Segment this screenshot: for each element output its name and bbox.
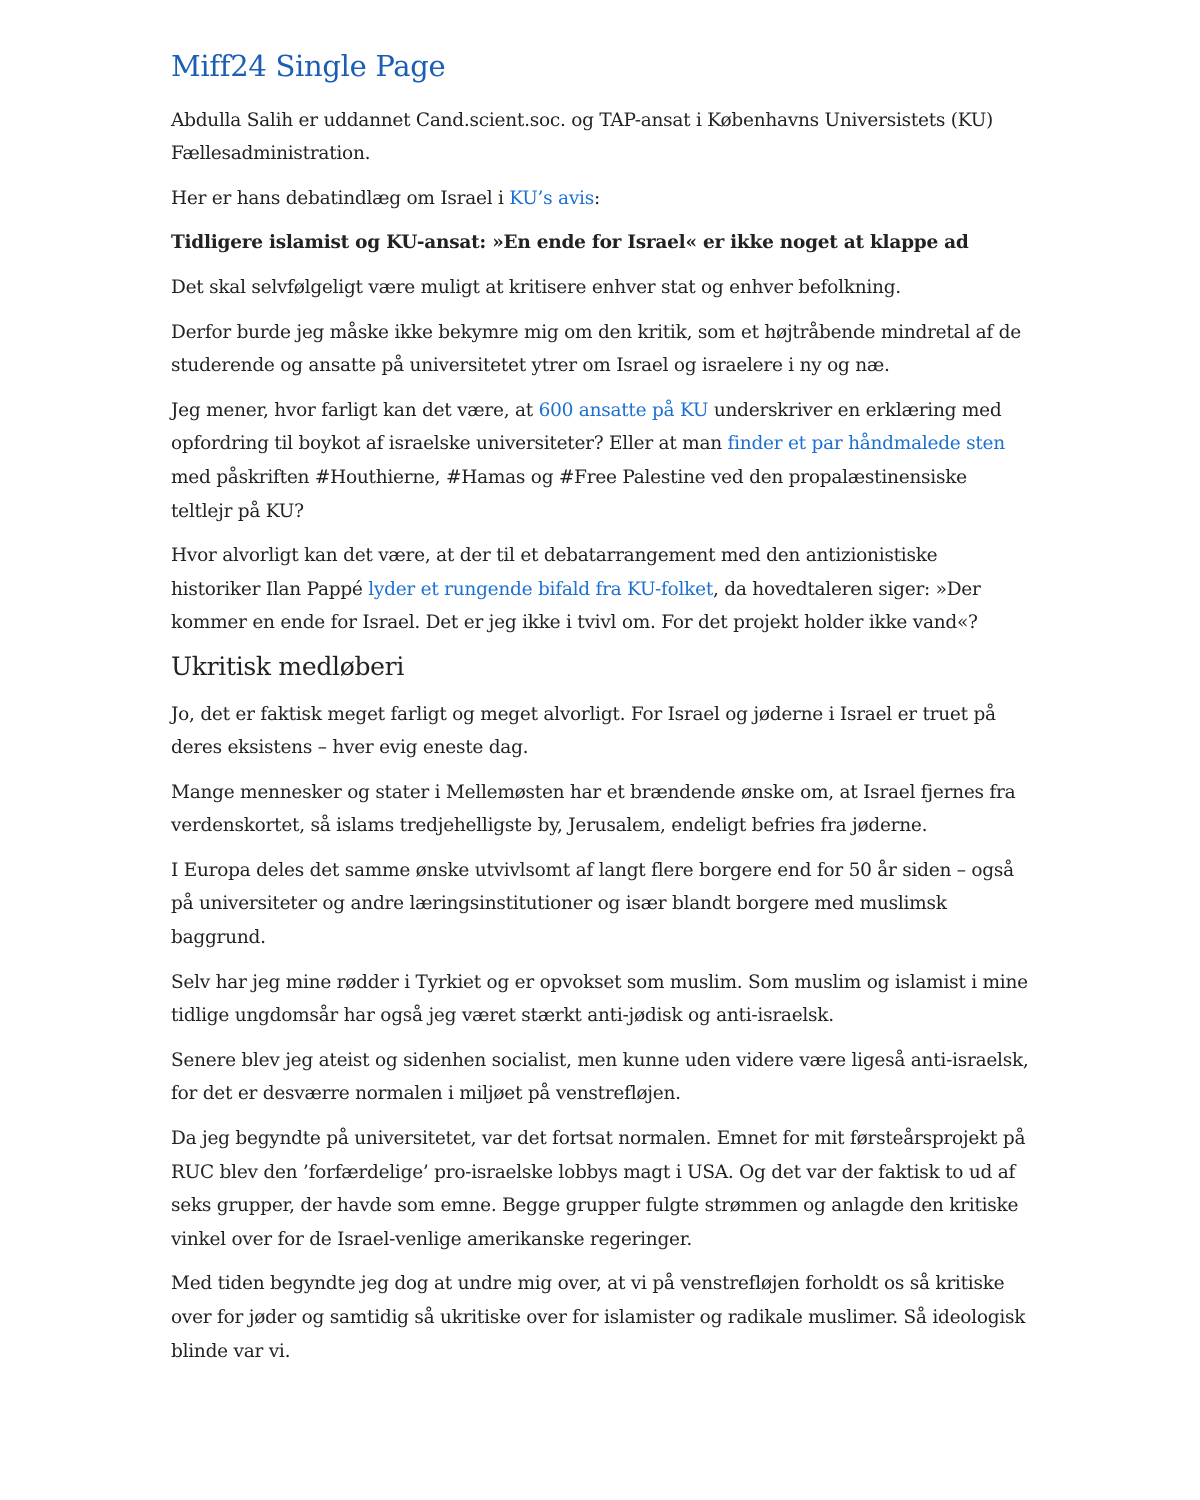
paragraph-7: I Europa deles det samme ønske utvivlsomt af langt flere borgere end for 50 år siden – også på universiteter og andre læringsinstitutioner og især blandt borgere med muslimsk baggrund. xyxy=(171,859,1014,949)
paragraph-1: Det skal selvfølgeligt være muligt at kritisere enhver stat og enhver befolkning. xyxy=(171,277,901,299)
lead-colon: : xyxy=(593,187,600,209)
paragraph-10: Da jeg begyndte på universitetet, var det fortsat normalen. Emnet for mit førsteårsprojekt på RUC blev den ’forfærdelige’ pro-israelske lobbys magt i USA. Og det var der faktisk to ud af seks grupper, der havde som emne. Begge grupper fulgte strømmen og anlagde den kritiske vinkel over for de Israel-venlige amerikanske regeringer. xyxy=(171,1128,1026,1250)
bifald-link[interactable]: lyder et rungende bifald fra KU-folket xyxy=(368,578,714,600)
paragraph-4 xyxy=(171,539,1031,640)
paragraph-6: Mange mennesker og stater i Mellemøsten har et brændende ønske om, at Israel fjernes fra verdenskortet, så islams tredjehelligste by, Jerusalem, endeligt befries fra jøderne. xyxy=(171,781,1016,837)
lead-paragraph xyxy=(171,182,1031,216)
article xyxy=(171,48,1031,1379)
paragraph-3-text-3: med påskriften #Houthierne, #Hamas og #Free Palestine ved den propalæstinensiske teltlejr på KU? xyxy=(171,467,967,522)
600-ansatte-link[interactable]: 600 ansatte på KU xyxy=(538,399,709,421)
paragraph-11: Med tiden begyndte jeg dog at undre mig over, at vi på venstrefløjen forholdt os så kritiske over for jøder og samtidig så ukritiske over for islamister og radikale muslimer. Så ideologisk blinde var vi. xyxy=(171,1273,1026,1362)
article-headline: Tidligere islamist og KU-ansat: »En ende for Israel« er ikke noget at klappe ad xyxy=(171,232,969,254)
paragraph-4-text-1: Hvor alvorligt kan det være, at der til et debatarrangement med den antizionistiske historiker Ilan Pappé xyxy=(171,545,938,600)
intro-paragraph: Abdulla Salih er uddannet Cand.scient.soc. og TAP-ansat i Københavns Universistets (KU) Fællesadministration. xyxy=(171,109,993,165)
haandmalede-sten-link[interactable]: finder et par håndmalede sten xyxy=(727,433,1005,455)
paragraph-3-text-2: underskriver en erklæring med opfordring til boykot af israelske universiteter? Eller at man xyxy=(171,399,1002,455)
paragraph-8: Selv har jeg mine rødder i Tyrkiet og er opvokset som muslim. Som muslim og islamist i mine tidlige ungdomsår har også jeg været stærkt anti-jødisk og anti-israelsk. xyxy=(171,971,1028,1027)
page-title[interactable]: Miff24 Single Page xyxy=(171,49,446,83)
paragraph-2: Derfor burde jeg måske ikke bekymre mig om den kritik, som et højtråbende mindretal af de studerende og ansatte på universitetet ytrer om Israel og israelere i ny og næ. xyxy=(171,321,1021,377)
paragraph-3 xyxy=(171,394,1031,528)
paragraph-4-text-2: , da hovedtaleren siger: »Der kommer en ende for Israel. Det er jeg ikke i tvivl om. For det projekt holder ikke vand«? xyxy=(171,578,981,634)
paragraph-3-text-1: Jeg mener, hvor farligt kan det være, at xyxy=(171,399,539,421)
paragraph-9: Senere blev jeg ateist og sidenhen socialist, men kunne uden videre være ligeså anti-israelsk, for det er desværre normalen i miljøet på venstrefløjen. xyxy=(171,1049,1029,1105)
paragraph-5: Jo, det er faktisk meget farligt og meget alvorligt. For Israel og jøderne i Israel er truet på deres eksistens – hver evig eneste dag. xyxy=(171,703,996,759)
section-heading: Ukritisk medløberi xyxy=(171,652,405,681)
lead-text: Her er hans debatindlæg om Israel i xyxy=(171,187,510,209)
ku-avis-link[interactable]: KU’s avis xyxy=(509,187,594,209)
